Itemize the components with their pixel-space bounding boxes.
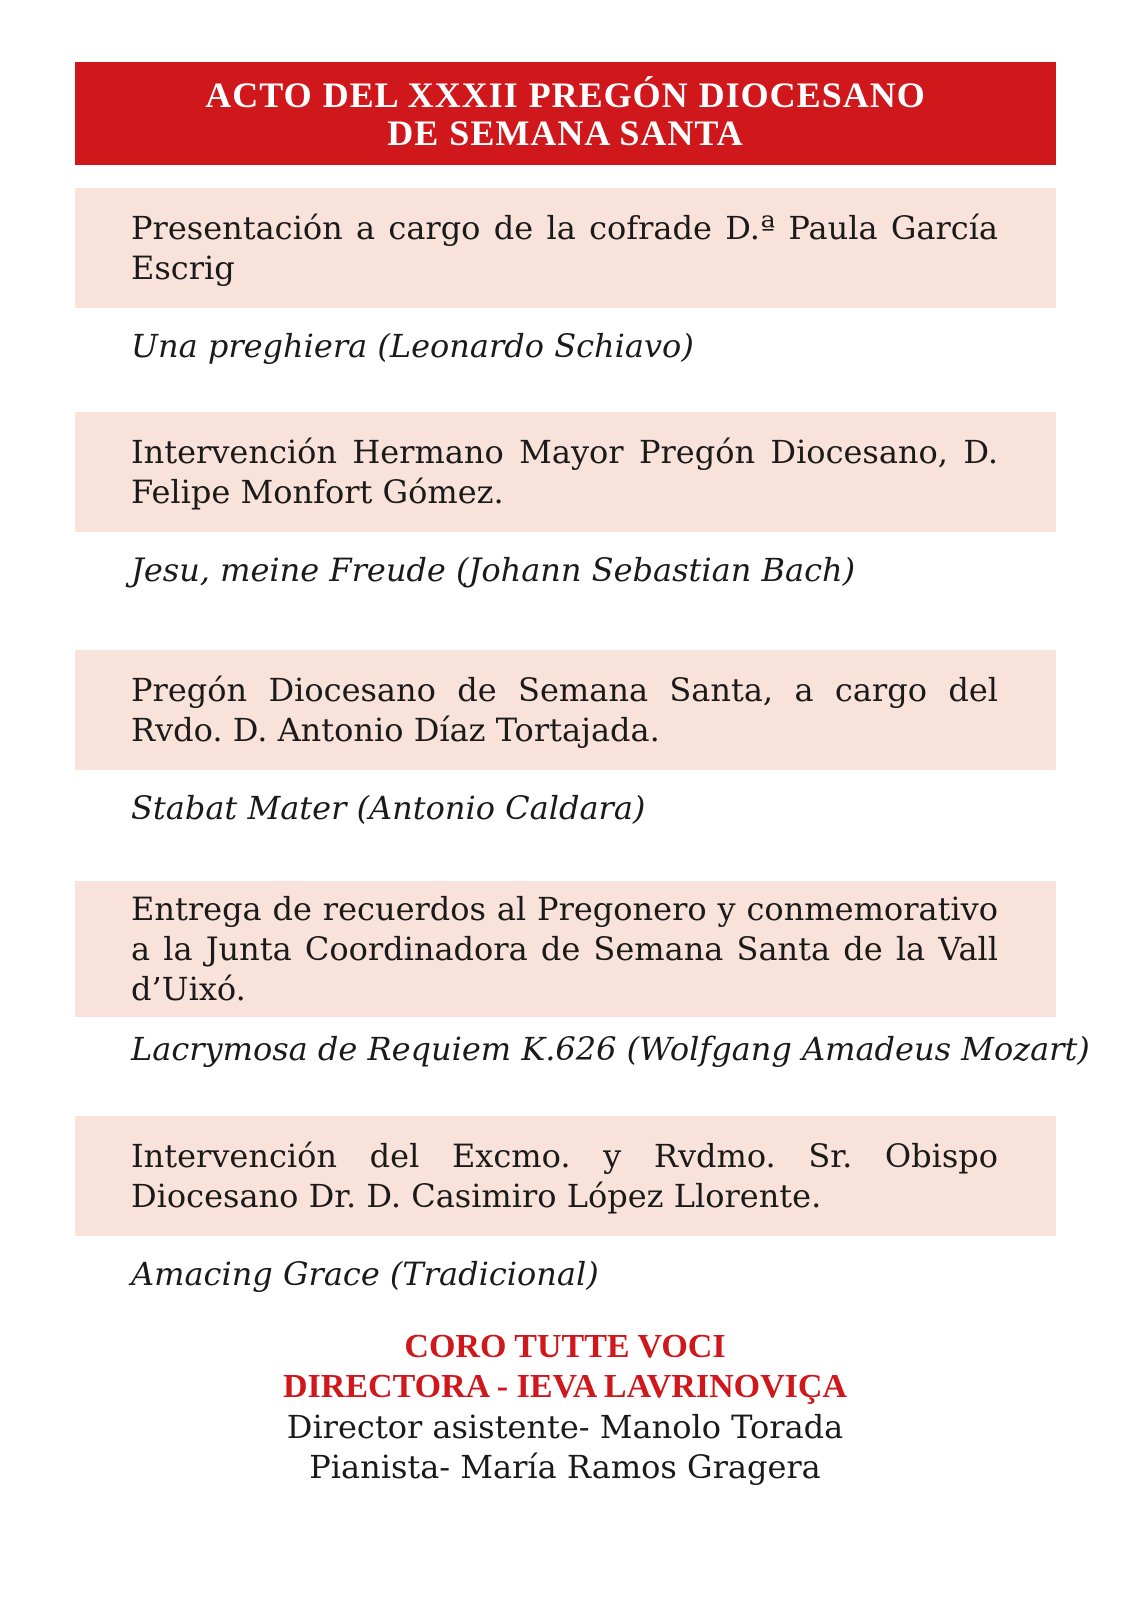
credits [0,1327,1130,1487]
title-line-2: DE SEMANA SANTA [387,113,744,153]
program-music-5: Amacing Grace (Tradicional) [131,1255,599,1293]
program-item-4 [75,881,1056,1017]
pianist: Pianista- María Ramos Gragera [309,1448,821,1486]
title-banner [75,62,1056,165]
program-music-1: Una preghiera (Leonardo Schiavo) [131,327,694,365]
program-item-5 [75,1116,1056,1236]
program-act: Pregón Diocesano de Semana Santa, a cargo del Rvdo. D. Antonio Díaz Tortajada. [131,671,998,749]
program-item-3 [75,650,1056,770]
program-music-2: Jesu, meine Freude (Johann Sebastian Bach) [131,551,856,589]
program-act: Intervención Hermano Mayor Pregón Diocesano, D. Felipe Monfort Gómez. [131,433,998,511]
program-act: Entrega de recuerdos al Pregonero y conmemorativo a la Junta Coordinadora de Semana Santa de la Vall d’Uixó. [131,890,998,1008]
program-item-1 [75,188,1056,308]
program-act: Presentación a cargo de la cofrade D.ª Paula García Escrig [131,209,998,287]
title-line-1: ACTO DEL XXXII PREGÓN DIOCESANO [205,75,926,115]
choir-director: DIRECTORA - IEVA LAVRINOVIÇA [283,1368,847,1405]
program-item-2 [75,412,1056,532]
choir-name: CORO TUTTE VOCI [404,1328,726,1365]
program-act: Intervención del Excmo. y Rvdmo. Sr. Obispo Diocesano Dr. D. Casimiro López Llorente. [131,1137,998,1215]
program-music-4: Lacrymosa de Requiem K.626 (Wolfgang Amadeus Mozart) [131,1030,1090,1068]
program-music-3: Stabat Mater (Antonio Caldara) [131,789,646,827]
assistant-director: Director asistente- Manolo Torada [286,1408,844,1446]
